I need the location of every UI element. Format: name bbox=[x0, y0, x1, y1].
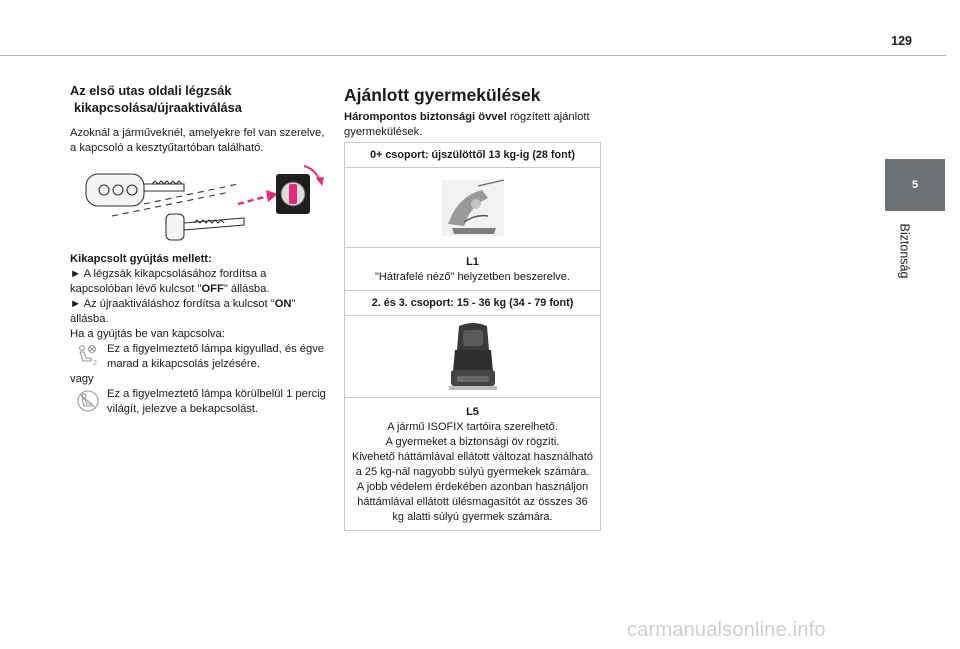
remote-key-icon bbox=[86, 174, 184, 206]
airbag-intro: Azoknál a járműveknél, amelyekre fel van szerelve, a kapcsoló a kesztyűtartóban található. bbox=[70, 127, 325, 154]
card-image bbox=[345, 168, 600, 248]
svg-text:2: 2 bbox=[93, 360, 97, 366]
child-seats-heading: Ajánlott gyermekülések bbox=[344, 85, 541, 105]
ignition-off-heading: Kikapcsolt gyújtás mellett: bbox=[70, 253, 212, 265]
deactivation-instructions bbox=[70, 252, 332, 417]
key-switch-illustration bbox=[80, 160, 332, 252]
or-text: vagy bbox=[70, 373, 94, 385]
header-rule bbox=[0, 55, 946, 56]
child-seats-subtitle: Hárompontos biztonsági övvel rögzített ajánlott gyermekülések. bbox=[344, 111, 590, 138]
airbag-section bbox=[70, 82, 330, 156]
ignition-on-text: Ha a gyújtás be van kapcsolva: bbox=[70, 328, 225, 340]
airbag-heading bbox=[70, 82, 330, 116]
chapter-title: Biztonság bbox=[897, 223, 911, 279]
airbag-heading-line1: Az első utas oldali légzsák bbox=[70, 83, 232, 98]
chapter-title-vertical bbox=[894, 208, 914, 294]
bullet-reactivate: ► Az újraaktiváláshoz fordítsa a kulcsot "ON" állásba. bbox=[70, 298, 296, 325]
child-seat-card-group0plus bbox=[344, 142, 601, 291]
chapter-tab[interactable] bbox=[885, 159, 945, 211]
card-description: "Hátrafelé néző" helyzetben beszerelve. bbox=[375, 271, 570, 283]
page-number: 129 bbox=[891, 34, 912, 48]
airbag-heading-line2: kikapcsolása/újraaktiválása bbox=[74, 100, 242, 115]
chapter-number: 5 bbox=[911, 179, 919, 191]
lamp-on-row bbox=[70, 387, 332, 417]
card-header: 2. és 3. csoport: 15 - 36 kg (34 - 79 font) bbox=[345, 291, 600, 316]
card-image bbox=[345, 316, 600, 398]
card-description: A jármű ISOFIX tartóira szerelhető. A gyermeket a biztonsági öv rögzíti. Kivehető háttámlával ellátott változat használható a 25 kg-nál nagyobb súlyú gyermekek számára. A jobb védelem érdekében azonban használjon háttámlával ellátott ülésmagasítót az összes 36 kg alatti súlyú gyermek számára. bbox=[352, 421, 593, 523]
infant-carrier-icon bbox=[438, 176, 508, 240]
airbag-off-warning-icon bbox=[75, 344, 101, 366]
card-header: 0+ csoport: újszülöttől 13 kg-ig (28 font) bbox=[345, 143, 600, 168]
lamp-off-text: Ez a figyelmeztető lámpa kigyullad, és égve marad a kikapcsolás jelzésére. bbox=[107, 343, 325, 370]
airbag-switch-icon bbox=[276, 166, 324, 214]
bullet-deactivate: ► A légzsák kikapcsolásához fordítsa a kapcsolóban lévő kulcsot "OFF" állásba. bbox=[70, 268, 270, 295]
card-code: L1 bbox=[466, 256, 479, 268]
card-code: L5 bbox=[466, 406, 479, 418]
card-text bbox=[345, 398, 600, 530]
flip-key-blade-icon bbox=[166, 214, 244, 240]
child-seat-card-group2-3 bbox=[344, 290, 601, 531]
airbag-on-warning-icon bbox=[75, 389, 101, 413]
card-text bbox=[345, 248, 600, 290]
child-seats-section bbox=[344, 84, 602, 140]
insert-arrow-icon bbox=[238, 196, 268, 204]
watermark: carmanualsonline.info bbox=[627, 619, 826, 641]
lamp-on-text: Ez a figyelmeztető lámpa körülbelül 1 percig világít, jelezve a bekapcsolást. bbox=[107, 388, 326, 415]
lamp-off-row bbox=[70, 342, 332, 372]
booster-seat-icon bbox=[443, 320, 503, 394]
